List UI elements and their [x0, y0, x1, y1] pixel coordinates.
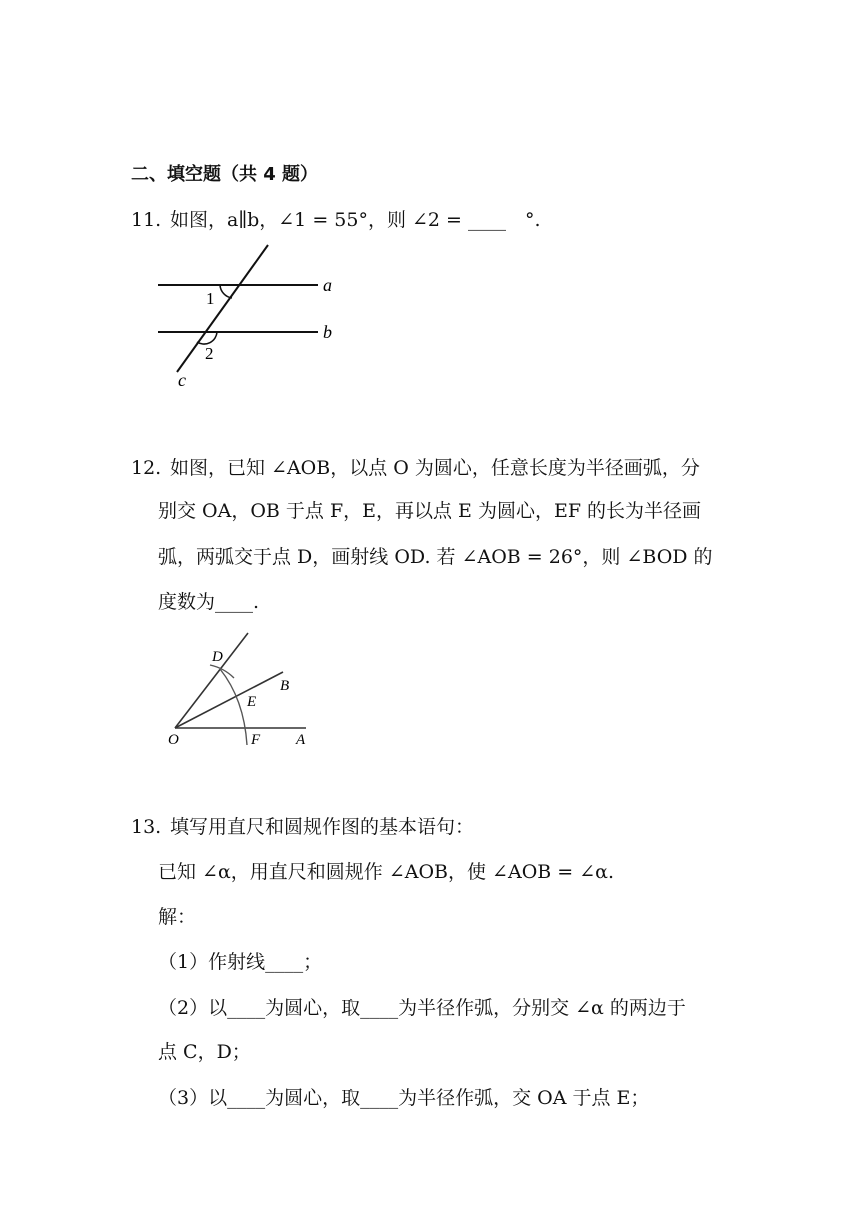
arc-centered-O	[220, 669, 247, 745]
q12-line-1: 如图，已知 ∠AOB，以点 O 为圆心，任意长度为半径画弧，分	[170, 457, 700, 479]
q11-number: 11.	[131, 209, 162, 231]
label-a: a	[323, 275, 332, 295]
label-angle-1: 1	[206, 289, 215, 308]
q13-step-2b: 点 C，D；	[158, 1041, 251, 1063]
line-c	[177, 245, 268, 372]
ray-OB	[175, 672, 283, 728]
angle-2-arc	[197, 332, 217, 344]
q11-figure	[150, 240, 350, 394]
label-angle-2: 2	[205, 344, 214, 363]
label-O: O	[168, 732, 179, 748]
q12-number: 12.	[131, 457, 162, 479]
label-D: D	[212, 649, 223, 665]
q13-number: 13.	[131, 816, 162, 838]
q13-step-3: （3）以____为圆心，取____为半径作弧，交 OA 于点 E；	[158, 1087, 650, 1109]
label-E: E	[247, 694, 257, 710]
label-A: A	[296, 732, 306, 748]
q13-solution-label: 解：	[158, 906, 197, 928]
q12-figure	[150, 625, 330, 759]
q11-text: 如图，a∥b，∠1 = 55°，则 ∠2 = ____ °.	[170, 209, 541, 231]
label-c: c	[178, 370, 186, 390]
ray-OD	[175, 633, 248, 728]
label-b: b	[323, 322, 332, 342]
section-title: 二、填空题（共 4 题）	[131, 164, 319, 185]
q12-line-3: 弧，两弧交于点 D，画射线 OD. 若 ∠AOB = 26°，则 ∠BOD 的	[158, 546, 713, 568]
q13-intro: 填写用直尺和圆规作图的基本语句：	[170, 816, 475, 838]
q13-step-1: （1）作射线____；	[158, 951, 323, 973]
q13-step-2a: （2）以____为圆心，取____为半径作弧，分别交 ∠α 的两边于	[158, 997, 686, 1019]
q12-line-4: 度数为____.	[158, 591, 260, 613]
q13-given: 已知 ∠α，用直尺和圆规作 ∠AOB，使 ∠AOB = ∠α.	[158, 861, 615, 883]
q12-line-2: 别交 OA，OB 于点 F，E，再以点 E 为圆心，EF 的长为半径画	[158, 500, 702, 522]
label-F: F	[251, 732, 261, 748]
label-B: B	[280, 678, 290, 694]
